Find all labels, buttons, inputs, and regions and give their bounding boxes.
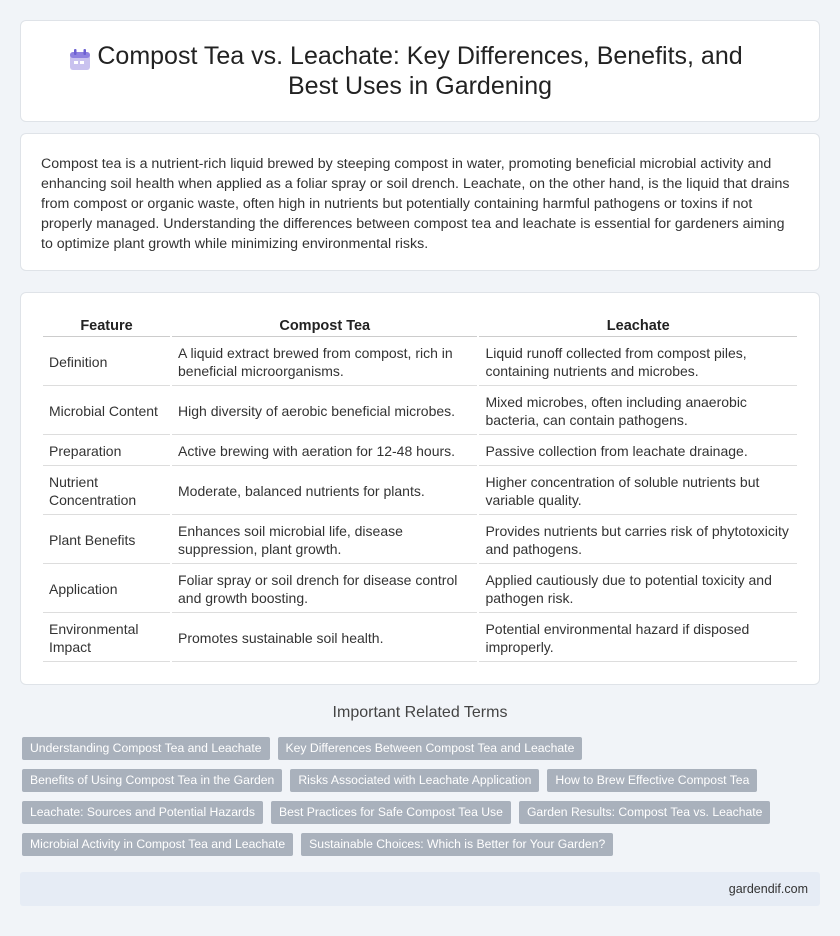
related-terms-title: Important Related Terms: [332, 704, 508, 721]
table-header-compost-tea: Compost Tea: [172, 311, 477, 337]
page-title: Compost Tea vs. Leachate: Key Differences, Benefits, and Best Uses in Gardening: [97, 42, 743, 100]
related-term-link[interactable]: Risks Associated with Leachate Application: [290, 769, 539, 792]
table-cell-feature: Application: [43, 566, 170, 613]
table-row: [43, 566, 797, 613]
header-card: [20, 20, 820, 122]
table-cell-leachate: Applied cautiously due to potential toxicity and pathogen risk.: [479, 566, 797, 613]
table-header-row: [43, 311, 797, 337]
table-cell-compost-tea: Moderate, balanced nutrients for plants.: [172, 468, 477, 515]
related-term-link[interactable]: Microbial Activity in Compost Tea and Leachate: [22, 833, 293, 856]
table-cell-compost-tea: A liquid extract brewed from compost, rich in beneficial microorganisms.: [172, 339, 477, 386]
table-header-leachate: Leachate: [479, 311, 797, 337]
table-cell-feature: Plant Benefits: [43, 517, 170, 564]
footer: [20, 872, 820, 906]
table-cell-compost-tea: High diversity of aerobic beneficial microbes.: [172, 388, 477, 435]
table-cell-leachate: Potential environmental hazard if disposed improperly.: [479, 615, 797, 662]
table-row: [43, 615, 797, 662]
table-cell-feature: Definition: [43, 339, 170, 386]
table-row: [43, 468, 797, 515]
related-terms-list: [22, 737, 802, 856]
comparison-table: [41, 309, 799, 664]
intro-card: [20, 133, 820, 271]
related-term-link[interactable]: Key Differences Between Compost Tea and Leachate: [278, 737, 583, 760]
related-term-link[interactable]: Sustainable Choices: Which is Better for Your Garden?: [301, 833, 613, 856]
table-header-feature: Feature: [43, 311, 170, 337]
table-cell-compost-tea: Foliar spray or soil drench for disease control and growth boosting.: [172, 566, 477, 613]
table-cell-leachate: Passive collection from leachate drainage.: [479, 437, 797, 466]
comparison-table-card: [20, 292, 820, 685]
table-cell-compost-tea: Enhances soil microbial life, disease suppression, plant growth.: [172, 517, 477, 564]
footer-site-link[interactable]: gardendif.com: [728, 882, 808, 896]
table-cell-leachate: Liquid runoff collected from compost piles, containing nutrients and microbes.: [479, 339, 797, 386]
intro-text: Compost tea is a nutrient-rich liquid brewed by steeping compost in water, promoting beneficial microbial activity and enhancing soil health when applied as a foliar spray or soil drench. Leachate, on the other hand, is the liquid that drains from compost or organic waste, often high in nutrients but potentially containing harmful pathogens or toxins if not properly managed. Understanding the differences between compost tea and leachate is essential for gardeners aiming to optimize plant growth while minimizing environmental risks.: [41, 156, 790, 252]
table-cell-feature: Microbial Content: [43, 388, 170, 435]
table-row: [43, 437, 797, 466]
related-term-link[interactable]: Best Practices for Safe Compost Tea Use: [271, 801, 511, 824]
table-row: [43, 339, 797, 386]
related-term-link[interactable]: How to Brew Effective Compost Tea: [547, 769, 757, 792]
table-cell-leachate: Provides nutrients but carries risk of phytotoxicity and pathogens.: [479, 517, 797, 564]
related-term-link[interactable]: Garden Results: Compost Tea vs. Leachate: [519, 801, 771, 824]
related-term-link[interactable]: Benefits of Using Compost Tea in the Garden: [22, 769, 282, 792]
table-row: [43, 517, 797, 564]
table-row: [43, 388, 797, 435]
table-cell-feature: Environmental Impact: [43, 615, 170, 662]
related-term-link[interactable]: Leachate: Sources and Potential Hazards: [22, 801, 263, 824]
table-cell-feature: Preparation: [43, 437, 170, 466]
table-cell-compost-tea: Promotes sustainable soil health.: [172, 615, 477, 662]
table-cell-leachate: Mixed microbes, often including anaerobic bacteria, can contain pathogens.: [479, 388, 797, 435]
related-term-link[interactable]: Understanding Compost Tea and Leachate: [22, 737, 270, 760]
table-cell-leachate: Higher concentration of soluble nutrients but variable quality.: [479, 468, 797, 515]
table-cell-feature: Nutrient Concentration: [43, 468, 170, 515]
table-cell-compost-tea: Active brewing with aeration for 12-48 hours.: [172, 437, 477, 466]
